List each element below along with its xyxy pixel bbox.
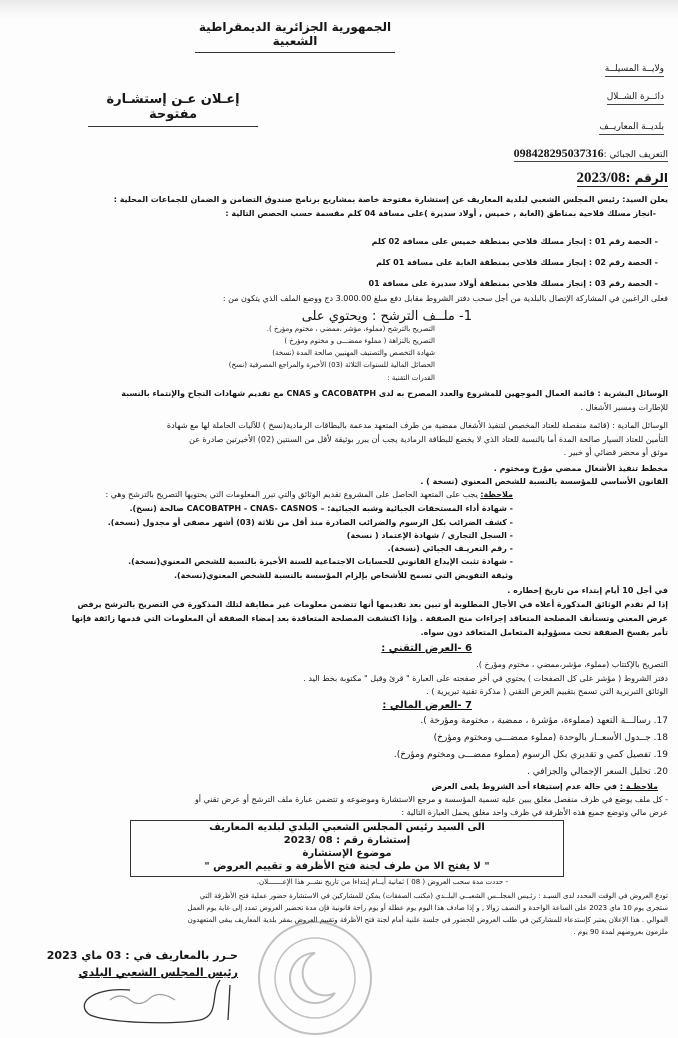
intro-line: -انجاز مسلك فلاحية بمناطق (الغابة , خميس , أولاد سديرة )على مسافة 04 كلم مقسمة حسب الحصص التالية :	[225, 209, 656, 218]
number-value: 2023/08	[576, 170, 626, 186]
envelope-label-box	[130, 820, 564, 877]
closing-line: ملزمون بعروضهم لمدة 90 يوم .	[573, 928, 668, 936]
envelope-subject: موضوع الإستشارة	[302, 848, 392, 859]
candidature-item: شهادة التخصص والتصنيف المهنيين صالحة المدة (نسخة)	[272, 349, 435, 357]
candidature-item: القانون الأساسي للمؤسسة بالنسبة للشخص المعنوي (نسخة ) .	[420, 477, 668, 486]
technical-offer-heading: 6 -العرض التقني :	[381, 643, 472, 654]
signatory-role: رئيس المجلس الشعبي البلدي	[78, 966, 238, 979]
invite-line: فعلى الراغبين في المشاركة الإتصال بالبلدية من أجل سحب دفتر الشروط مقابل دفع مبلغ 3.000.00 دج ووضع الملف الذي يتكون من :	[222, 294, 668, 303]
envelope-instruction: - كل ملف يوضع في ظرف منفصل مغلق يبين عليه تسمية المؤسسة و مرجع الاستشارة وموضوعه و تتضمن عبارة ملف الترشح أو عرض تقني أو	[194, 795, 668, 804]
closing-line: - حددت مدة سحب العروض ( 08 ) ثمانية أيــام إبتداءا من تاريخ نشــر هذا الإعـــــــلان.	[256, 878, 508, 886]
handwritten-signature	[70, 975, 240, 1025]
envelope-warning: " لا يفتح الا من طرف لجنة فتح الأظرفة و تقييم العروض "	[204, 861, 490, 872]
envelope-addressee: الى السيد رئيس المجلس الشعبي البلدي لبلديه المعاريف	[209, 822, 485, 833]
candidature-item: التصريح بالنزاهة ( مملوء ممضـــى و مختوم ومؤرخ )	[284, 337, 435, 345]
reference-number-line	[577, 171, 669, 187]
required-document: - السجل التجاري / شهادة الإعتماد ( نسخة)	[346, 531, 513, 540]
candidature-item: الوسائل البشرية : قائمة العمال الموجهين للمشروع والعدد المصرح به لدى CACOBATPH و CNAS مع تقديم شهادات النجاح والإنتماء بالنسبة	[121, 389, 668, 398]
tax-id-line	[514, 148, 668, 162]
intro-line: يعلن السيد: رئيس المجلس الشعبي لبلدية المعاريف عن إستشارة مفتوحة خاصة بمشاريع برنامج صندوق التضامن و الضمان للجماعات المحلية :	[113, 195, 668, 204]
note2-text: في حالة عدم إستيفاء أحد الشروط يلغى العرض	[431, 782, 620, 791]
note2-label: ملاحظـة :	[619, 782, 658, 791]
commune-label: بلديــة المعاريــف	[599, 122, 664, 135]
technical-item: دفتر الشروط ( مؤشر على كل الصفحات ) يحتوي في أخر صفحته على العبارة " قرئ وقبل " مكتوبة بخط اليد .	[303, 674, 668, 683]
required-document: - شهادة تثبت الإيداع القانوني للحسابات الاجتماعية للسنة الأخيرة بالنسبة للشخص المعنوي(نسخة).	[128, 557, 513, 566]
required-document: وثيقة التفويض التي تسمح للأشخاص بإلزام المؤسسة بالنسبة للشخص المعنوي(نسخة).	[173, 571, 513, 580]
required-document: - رقم التعريـف الجبائي (نسخة).	[387, 544, 513, 553]
candidature-item: القدرات التقنية :	[387, 374, 435, 382]
place-date: حـرر بالمعاريف في : 03 ماي 2023	[46, 949, 238, 962]
financial-item: 19. تفصيل كمي و تقديري بكل الرسوم (مملوء ممضـــى ومختوم ومؤرخ).	[393, 750, 668, 760]
note-line	[106, 489, 514, 500]
required-document: - شهادة أداء المستحقات الجبائية وشبه الجبائية: – CACOBATPH - CNAS- CASNOS صالحة (نسخ).	[129, 504, 513, 513]
financial-item: 18. جــدول الأسعــار بالوحدة (مملوء ممضـــى ومختوم ومؤرخ)	[433, 733, 668, 743]
number-label: الرقم :	[625, 171, 668, 185]
daira-label: دائــرة الشــلال	[607, 92, 664, 105]
candidature-item: التصريح بالترشح (مملوء، مؤشر ،ممضي ، مختوم ومؤرخ ).	[266, 325, 435, 333]
envelope-instruction: عرض مالي وتوضع جميع هذه الأظرفة في ظرف واحد مغلق يحمل العبارة التالية :	[401, 808, 668, 817]
tax-id-label: التعريف الجبائي :	[603, 150, 668, 160]
note-label: ملاحظة:	[480, 490, 513, 499]
official-stamp	[255, 918, 375, 1038]
closing-line: الموالي . هذا الإعلان يعتبر كإستدعاء للمشاركين في طلب العروض للحضور في جلسة علنية أمام لجنة فتح الأظرفة وتقييم العروض بمقر بلدية المعاريف يبقى المتعهدون	[187, 916, 668, 924]
technical-item: الوثائق التبريرية التي تسمح بتقييم العرض التقني ( مذكرة تقنية تبريرية ) .	[426, 687, 668, 696]
warning-line: عرض المعني وتستأنف المصلحة المتعاقد إجراءات منح الصفقة . وإذا اكتشفت المصلحة المتعاقدة بعد إمضاء الصفقة أن المعلومات التي قدمها زائفة فإنها	[71, 614, 668, 623]
candidature-item: مخطط تنفيذ الأشغال ممضي مؤرخ ومختوم .	[493, 464, 668, 473]
warning-line: إذا لم تقدم الوثائق المذكورة أعلاه في الأجال المطلوبة أو تبين بعد تقديمها أنها تتضمن معلومات غير مطابقة لتلك المذكورة في التصريح بالترشح يرفض	[77, 600, 668, 609]
financial-item: 17. رسالـــة التعهد (مملوءة، مؤشرة ، ممضية ، مختومة ومؤرخة ).	[420, 716, 668, 726]
technical-item: التصريح بالإكتتاب (مملوء، مؤشر،ممضي ، مختوم ومؤرخ ).	[476, 660, 668, 669]
lot-item: - الحصة رقم 02 : إنجاز مسلك فلاحي بمنطقة الغابة على مسافة 01 كلم	[376, 258, 658, 267]
note-text: يجب على المتعهد الحاصل على المشروع تقديم الوثائق والتي تبرر المعلومات التي يحتويها التصريح بالترشح وهي :	[105, 490, 481, 499]
warning-line: تأمر بفسخ الصفقة تحت مسؤولية المتعامل المتعاقد دون سواه.	[420, 628, 668, 637]
closing-line: تودع العروض في الوقت المحدد لدى السيـد : رئـيس المجلــس الشعبــي البلــدي (مكتب الصفقات) يمكن للمشاركين في الاستشارة حضور عملية فتح الأظرفة التي	[199, 892, 668, 900]
candidature-item: الوسائل المادية : (قائمة منفصلة للعتاد المخصص لتنفيذ الأشغال ممضية من طرف المتعهد مدعمة بالبطاقات الرمادية(نسخ ) للآليات الحاملة لها مع شهادة	[166, 421, 668, 430]
tax-id-value: 098428295037316	[513, 146, 604, 160]
lot-item: - الحصة رقم 03 : إنجاز مسلك فلاحي بمنطقة أولاد سديرة على مسافة 01	[368, 279, 658, 288]
candidature-heading: 1- ملــف الترشح : ويحتوي على	[301, 309, 472, 324]
candidature-item: الحصائل المالية للسنوات الثلاثة (03) الأخيرة والمراجع المصرفية (نسخ)	[228, 361, 435, 369]
note2-line	[432, 781, 659, 792]
financial-item: 20. تحليل السعر الإجمالي والجزافي .	[527, 767, 668, 777]
required-document: - كشف الضرائب بكل الرسوم والضرائب الصادرة منذ أقل من ثلاثة (03) أشهر مصفى أو مجدول (نسخة).	[107, 518, 513, 527]
closing-line: ستجرى يوم 10 ماي 2023 على الساعة الواحدة و النصف زوالا , و إذا صادف هذا اليوم يوم عطلة أو يوم راحة قانونية فإن مدة تحضير العروض تمدد إلى غاية يوم العمل	[187, 904, 668, 912]
candidature-item: للإطارات ومسير الأشغال .	[580, 403, 668, 412]
deadline-line: في أجل 10 أيام إبتداء من تاريخ إخطاره .	[507, 586, 668, 595]
financial-offer-heading: 7 -العرض المالي :	[382, 700, 472, 711]
candidature-item: التأمين للعتاد السيار صالحة المدة أما بالنسبة للعتاد الذي لا يخضع للبطاقة الرمادية يجب أن يبرر بوثيقة لأقل من السنتين (02) الأخيرتين صادرة عن	[189, 435, 668, 444]
candidature-item: موثق أو محضر قضائي أو خبير .	[563, 448, 668, 457]
wilaya-label: ولايــة المسيلــة	[605, 64, 664, 77]
announcement-title: إعـلان عـن إستشـارة مفتوحة	[88, 92, 258, 127]
lot-item: - الحصة رقم 01 : إنجاز مسلك فلاحي بمنطقة خميس على مسافة 02 كلم	[371, 237, 658, 246]
envelope-reference: إستشارة رقم : 08 /2023	[283, 835, 411, 846]
republic-heading: الجمهورية الجزائرية الديمقراطية الشعبية	[195, 20, 395, 53]
